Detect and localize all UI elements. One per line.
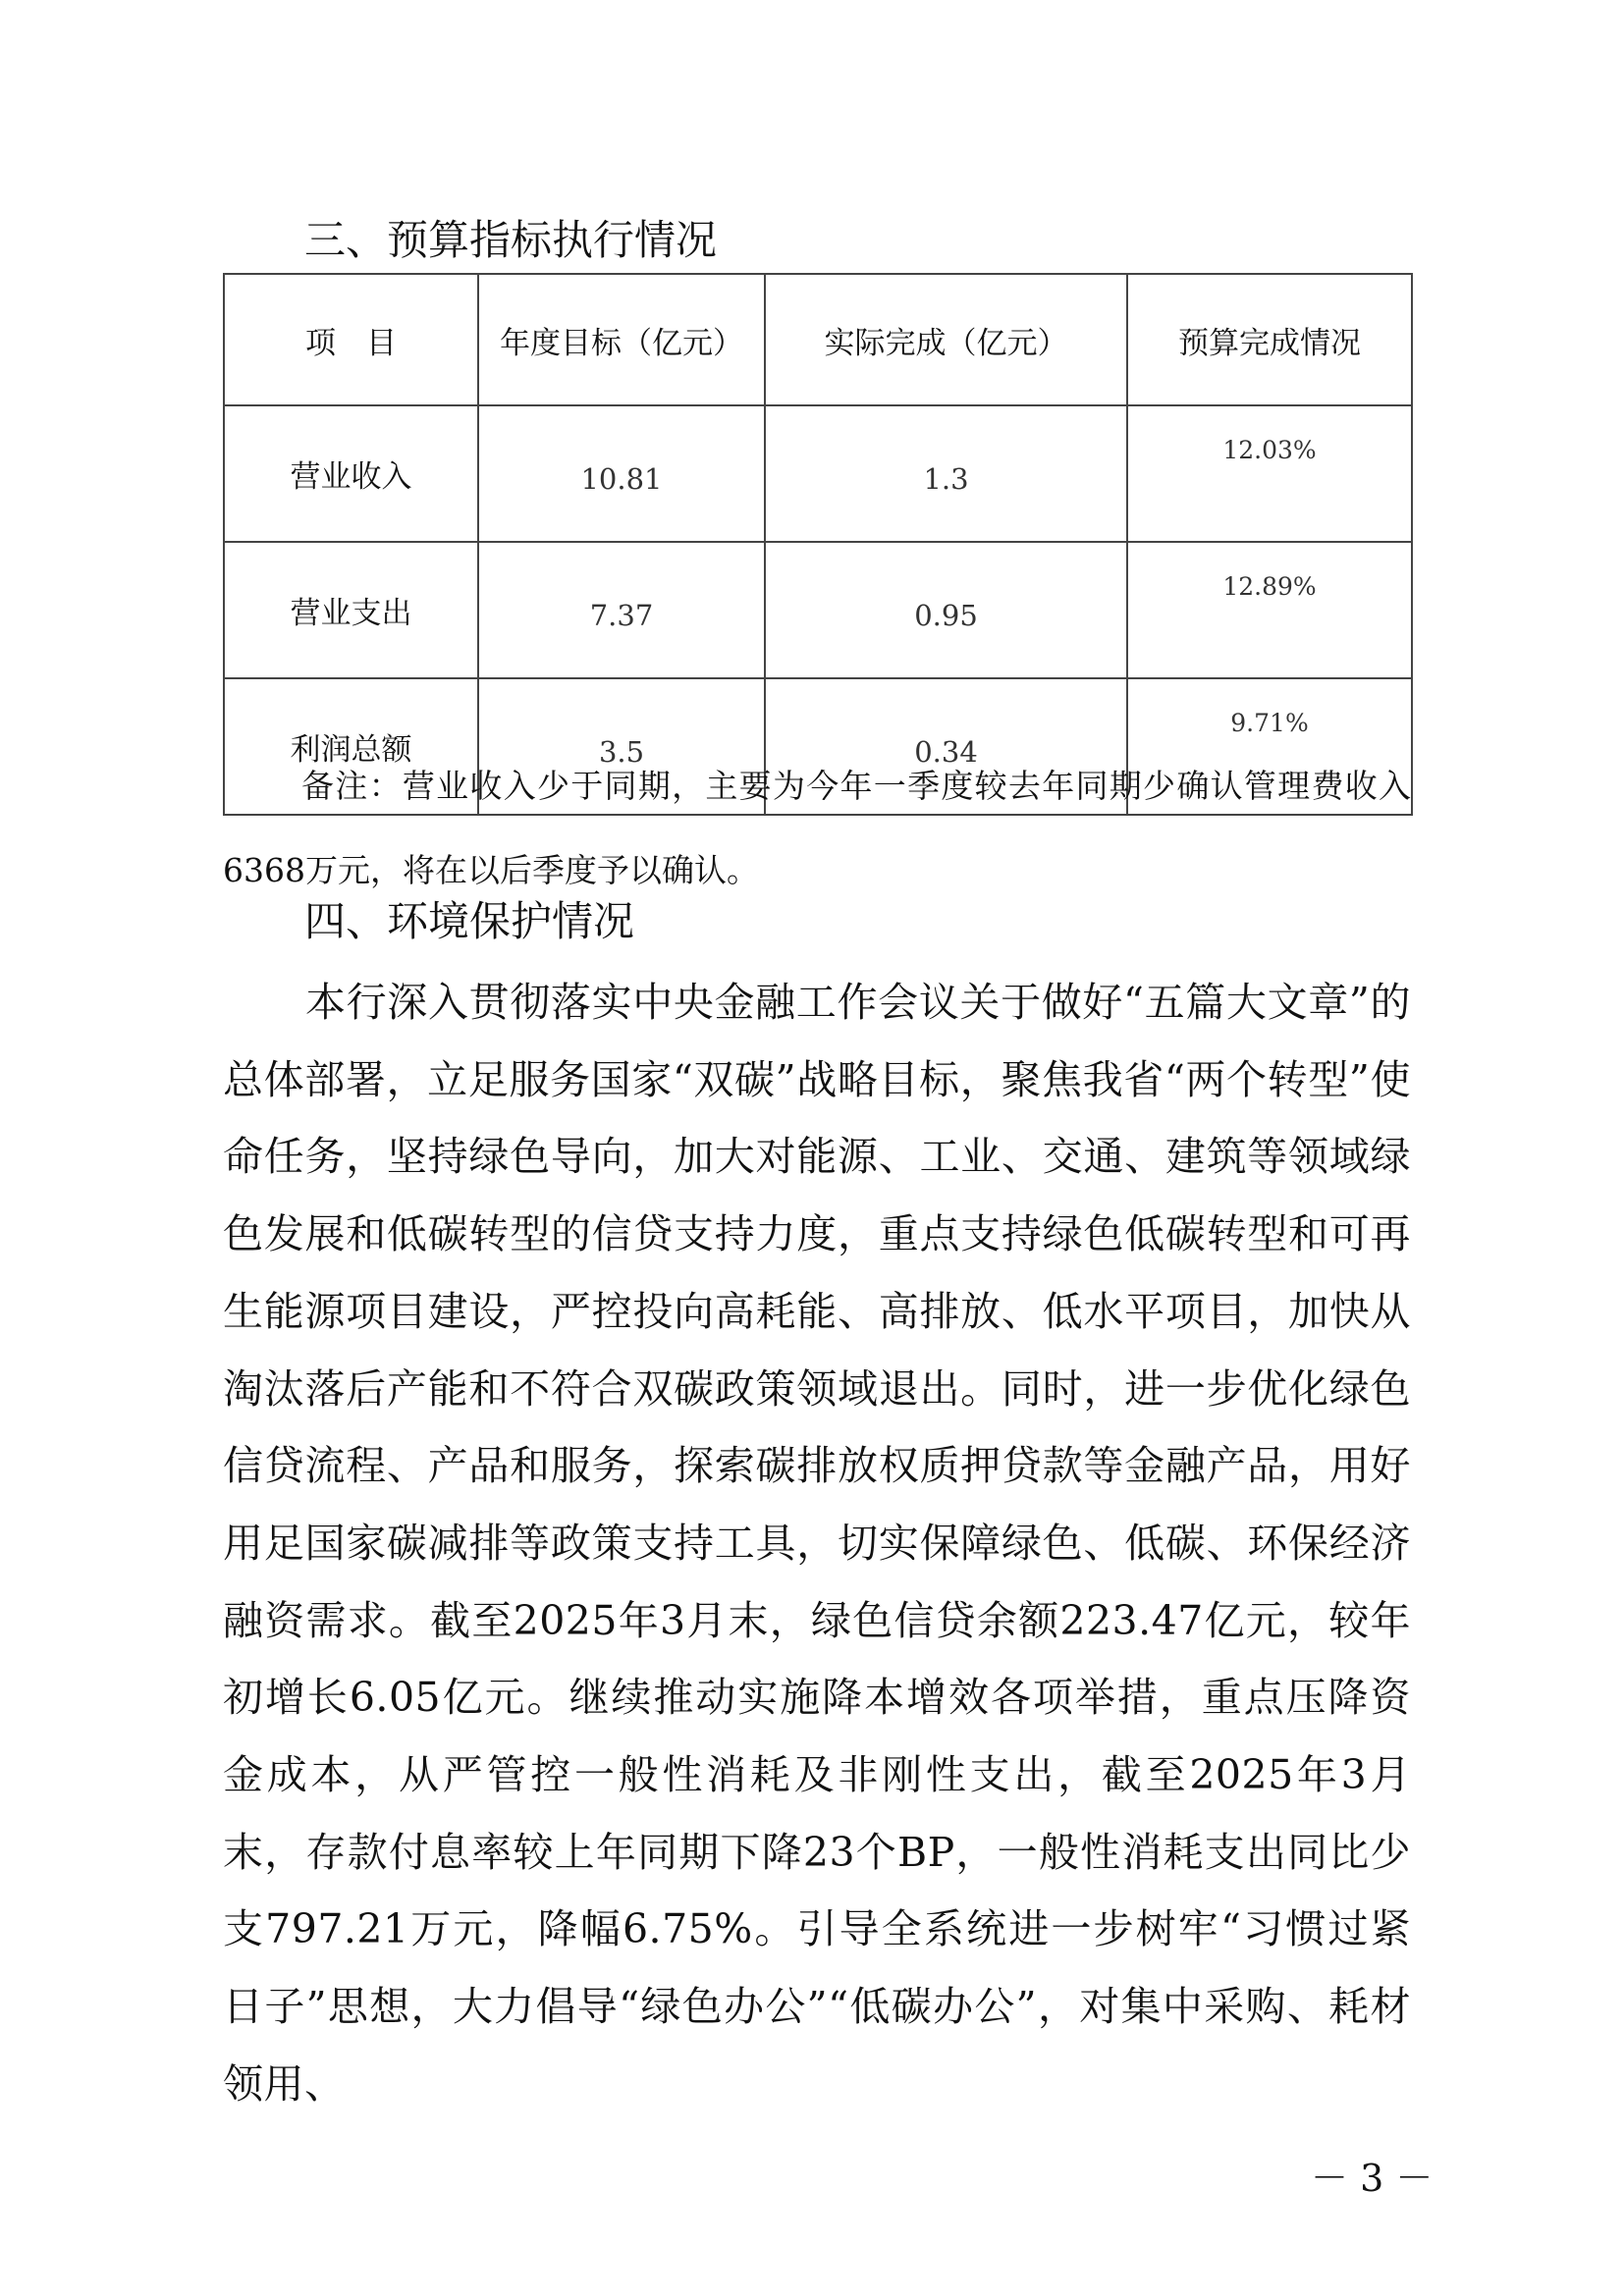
page-number: － 3 －: [1311, 2157, 1434, 2200]
table-note: 备注：营业收入少于同期，主要为今年一季度较去年同期少确认管理费收入6368万元，将在以后季度予以确认。: [223, 767, 1411, 889]
header-item: 项 目: [224, 274, 478, 405]
row-target: 10.81: [478, 405, 765, 542]
header-target: 年度目标（亿元）: [478, 274, 765, 405]
header-completion: 预算完成情况: [1127, 274, 1412, 405]
row-completion: 9.71%: [1127, 678, 1412, 815]
table-row: [224, 542, 1412, 678]
row-target: 7.37: [478, 542, 765, 678]
budget-table: [223, 273, 1413, 816]
row-actual: 0.95: [765, 542, 1127, 678]
section-3-heading: 三、预算指标执行情况: [304, 216, 718, 264]
row-actual: 1.3: [765, 405, 1127, 542]
table-row: [224, 405, 1412, 542]
row-item: 营业支出: [224, 542, 478, 678]
section-4-heading: 四、环境保护情况: [304, 897, 635, 945]
header-actual: 实际完成（亿元）: [765, 274, 1127, 405]
row-item: 利润总额: [224, 678, 478, 815]
row-completion: 12.89%: [1127, 542, 1412, 678]
table-header-row: [224, 274, 1412, 405]
row-completion: 12.03%: [1127, 405, 1412, 542]
row-actual: 0.34: [765, 678, 1127, 815]
row-target: 3.5: [478, 678, 765, 815]
section-4-body: 本行深入贯彻落实中央金融工作会议关于做好“五篇大文章”的总体部署，立足服务国家“双碳”战略目标，聚焦我省“两个转型”使命任务，坚持绿色导向，加大对能源、工业、交通、建筑等领域绿色发展和低碳转型的信贷支持力度，重点支持绿色低碳转型和可再生能源项目建设，严控投向高耗能、高排放、低水平项目，加快从淘汰落后产能和不符合双碳政策领域退出。同时，进一步优化绿色信贷流程、产品和服务，探索碳排放权质押贷款等金融产品，用好用足国家碳减排等政策支持工具，切实保障绿色、低碳、环保经济融资需求。截至2025年3月末，绿色信贷余额223.47亿元，较年初增长6.05亿元。继续推动实施降本增效各项举措，重点压降资金成本，从严管控一般性消耗及非刚性支出，截至2025年3月末，存款付息率较上年同期下降23个BP，一般性消耗支出同比少支797.21万元，降幅6.75%。引导全系统进一步树牢“习惯过紧日子”思想，大力倡导“绿色办公”“低碳办公”，对集中采购、耗材领用、: [223, 979, 1411, 2108]
row-item: 营业收入: [224, 405, 478, 542]
